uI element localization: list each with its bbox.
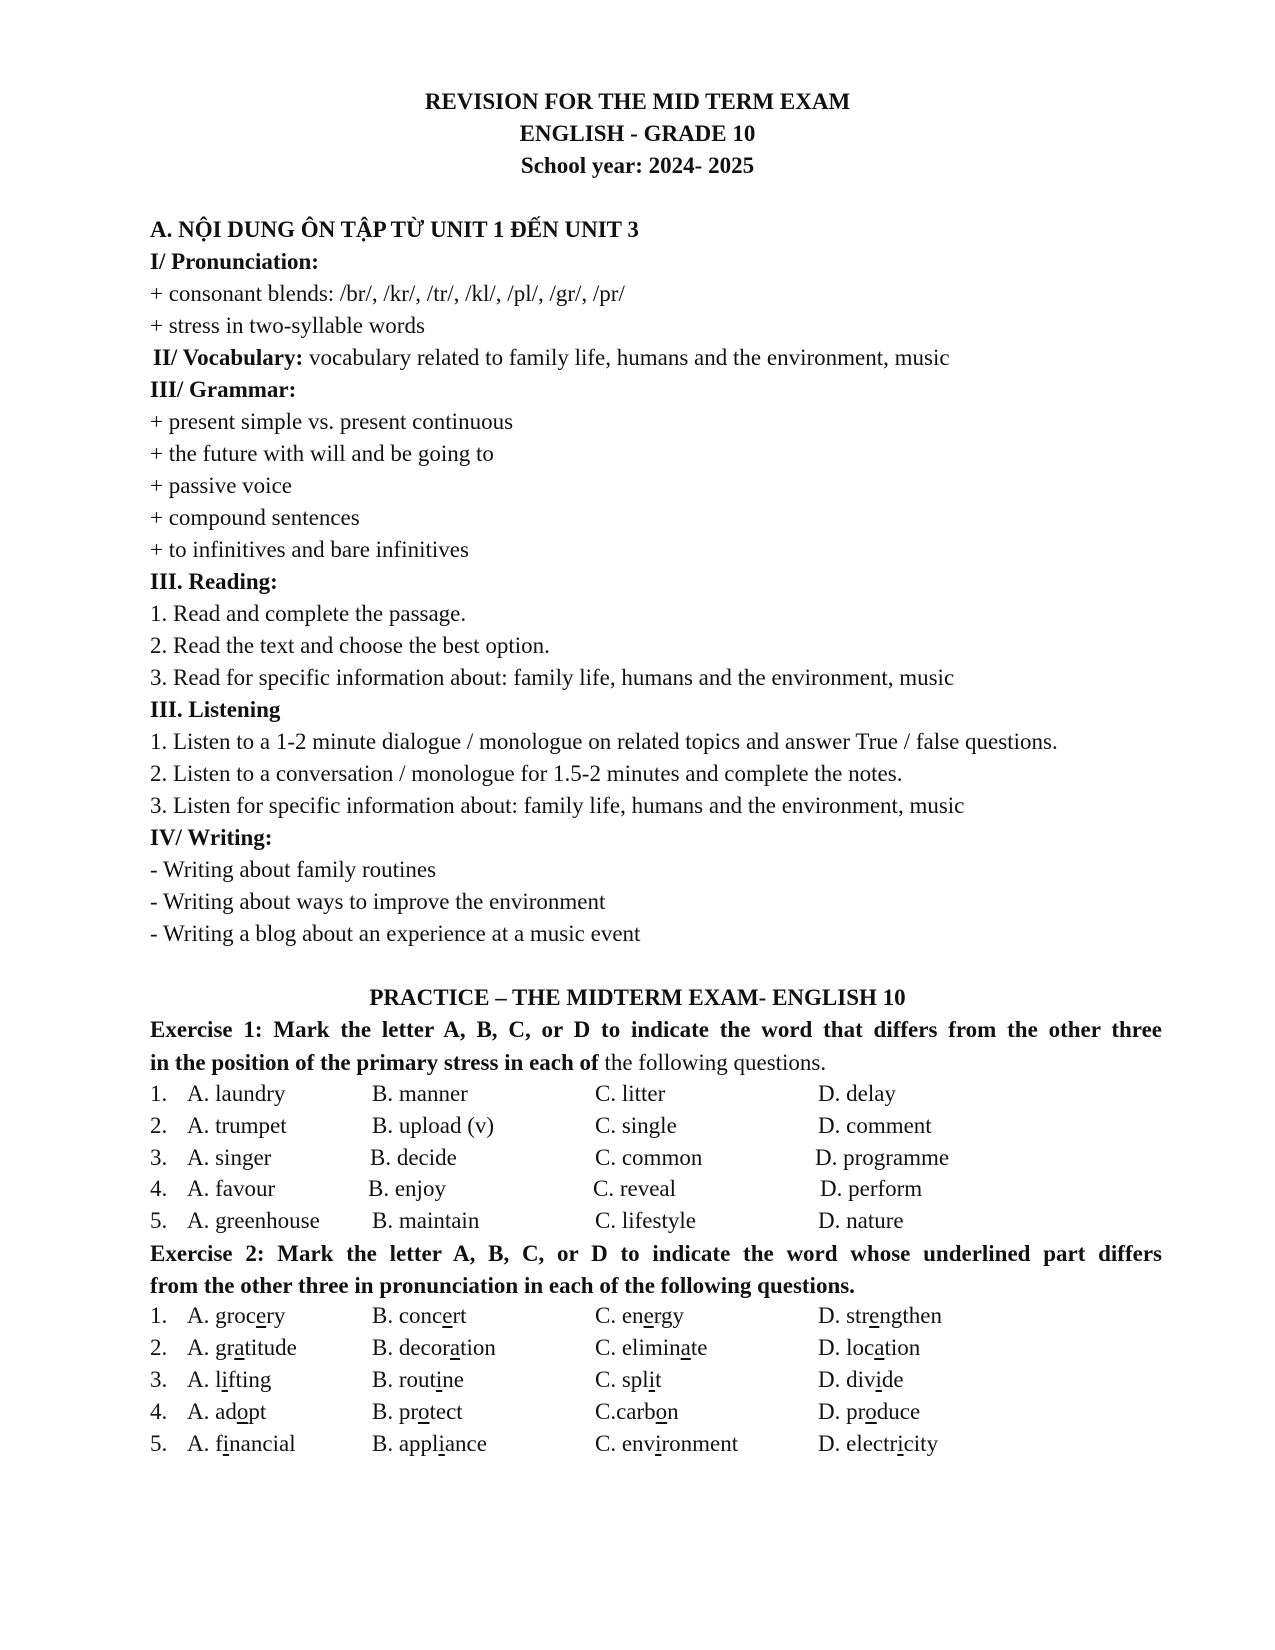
underlined-letter: o (236, 1399, 249, 1424)
section-a-heading: A. NỘI DUNG ÔN TẬP TỪ UNIT 1 ĐẾN UNIT 3 (150, 217, 639, 242)
option-d: D. nature (818, 1208, 904, 1233)
grammar-item: + to infinitives and bare infinitives (150, 537, 469, 562)
option-c: C.carbon (595, 1399, 679, 1424)
underlined-letter: o (655, 1399, 668, 1424)
option-c: C. litter (595, 1081, 666, 1106)
writing-item: - Writing about ways to improve the environment (150, 889, 606, 914)
writing-heading: IV/ Writing: (150, 825, 273, 850)
exercise1-question (150, 1205, 1150, 1237)
exercise1-question (150, 1110, 1150, 1142)
exercise1-question (150, 1173, 1150, 1205)
underlined-letter: a (874, 1335, 885, 1360)
option-b: B. upload (v) (372, 1113, 495, 1138)
reading-heading: III. Reading: (150, 569, 278, 594)
exercise1-instruction-line2 (150, 1046, 1162, 1079)
vocabulary-line (153, 342, 950, 374)
option-b: B. routine (372, 1367, 464, 1392)
option-b: B. protect (372, 1399, 463, 1424)
option-d: D. produce (818, 1399, 921, 1424)
option-d: D. electricity (818, 1431, 939, 1456)
exercise2-question (150, 1300, 1150, 1332)
option-c: C. environment (595, 1431, 739, 1456)
option-b: B. maintain (372, 1208, 480, 1233)
grammar-heading: III/ Grammar: (150, 377, 297, 402)
vocabulary-heading: II/ Vocabulary: (153, 345, 304, 370)
writing-item: - Writing a blog about an experience at a music event (150, 921, 641, 946)
underlined-letter: i (435, 1367, 443, 1392)
underlined-letter: e (643, 1303, 654, 1328)
option-c: C. eliminate (595, 1335, 708, 1360)
grammar-item: + the future with will and be going to (150, 441, 494, 466)
exercise2-question (150, 1364, 1150, 1396)
option-b: B. manner (372, 1081, 468, 1106)
option-c: C. energy (595, 1303, 685, 1328)
question-number: 5. (150, 1208, 168, 1233)
underlined-letter: e (255, 1303, 267, 1328)
option-a: A. grocery (187, 1303, 286, 1328)
underlined-letter: i (875, 1367, 882, 1392)
question-number: 4. (150, 1399, 168, 1424)
option-b: B. enjoy (368, 1176, 446, 1201)
option-a: A. favour (187, 1176, 276, 1201)
exercise1-question (150, 1142, 1150, 1174)
underlined-letter: o (418, 1399, 430, 1424)
question-number: 2. (150, 1335, 168, 1360)
option-b: B. decoration (372, 1335, 496, 1360)
question-number: 2. (150, 1113, 168, 1138)
option-c: C. single (595, 1113, 677, 1138)
reading-item: 1. Read and complete the passage. (150, 601, 467, 626)
question-number: 1. (150, 1081, 168, 1106)
exercise2-question (150, 1396, 1150, 1428)
underlined-letter: i (222, 1431, 230, 1456)
pronunciation-item: + stress in two-syllable words (150, 313, 425, 338)
listening-item: 2. Listen to a conversation / monologue for 1.5-2 minutes and complete the notes. (150, 761, 903, 786)
grammar-item: + present simple vs. present continuous (150, 409, 514, 434)
school-year: School year: 2024- 2025 (520, 153, 755, 178)
reading-item: 2. Read the text and choose the best option. (150, 633, 550, 658)
exercise1-instruction: Exercise 1: Mark the letter A, B, C, or D to indicate the word that differs from the other three (150, 1017, 1162, 1042)
option-d: D. perform (820, 1176, 923, 1201)
option-c: C. split (595, 1367, 662, 1392)
option-a: A. adopt (187, 1399, 267, 1424)
underlined-letter: o (865, 1399, 877, 1424)
question-number: 3. (150, 1367, 168, 1392)
exercise1-instruction-normal: the following questions. (598, 1050, 827, 1075)
listening-heading: III. Listening (150, 697, 281, 722)
option-d: D. comment (818, 1113, 932, 1138)
doc-subtitle: ENGLISH - GRADE 10 (519, 121, 756, 146)
exercise2-question (150, 1428, 1150, 1460)
underlined-letter: i (648, 1367, 656, 1392)
question-number: 3. (150, 1145, 168, 1170)
question-number: 1. (150, 1303, 168, 1328)
option-a: A. lifting (187, 1367, 272, 1392)
vocabulary-text: vocabulary related to family life, humans and the environment, music (303, 345, 950, 370)
question-number: 4. (150, 1176, 168, 1201)
writing-item: - Writing about family routines (150, 857, 437, 882)
grammar-item: + compound sentences (150, 505, 360, 530)
option-c: C. reveal (593, 1176, 677, 1201)
option-a: A. financial (187, 1431, 296, 1456)
exercise2-instruction: Exercise 2: Mark the letter A, B, C, or D to indicate the word whose underlined part differs (150, 1241, 1162, 1266)
option-d: D. divide (818, 1367, 904, 1392)
underlined-letter: i (438, 1431, 445, 1456)
grammar-item: + passive voice (150, 473, 292, 498)
practice-heading: PRACTICE – THE MIDTERM EXAM- ENGLISH 10 (369, 985, 906, 1010)
option-b: B. decide (370, 1145, 457, 1170)
exercise1-question (150, 1078, 1150, 1110)
option-a: A. singer (187, 1145, 272, 1170)
option-a: A. gratitude (187, 1335, 297, 1360)
exercise1-instruction-bold: in the position of the primary stress in each of (150, 1050, 599, 1075)
question-number: 5. (150, 1431, 168, 1456)
option-d: D. programme (815, 1145, 950, 1170)
underlined-letter: e (442, 1303, 453, 1328)
reading-item: 3. Read for specific information about: family life, humans and the environment, music (150, 665, 955, 690)
underlined-letter: i (221, 1367, 228, 1392)
option-d: D. strengthen (818, 1303, 942, 1328)
option-a: A. laundry (187, 1081, 286, 1106)
underlined-letter: a (680, 1335, 691, 1360)
doc-title: REVISION FOR THE MID TERM EXAM (424, 89, 851, 114)
option-a: A. trumpet (187, 1113, 287, 1138)
listening-item: 1. Listen to a 1-2 minute dialogue / monologue on related topics and answer True / false questions. (150, 729, 1058, 754)
option-c: C. lifestyle (595, 1208, 696, 1233)
underlined-letter: i (897, 1431, 904, 1456)
option-a: A. greenhouse (187, 1208, 320, 1233)
underlined-letter: e (869, 1303, 880, 1328)
underlined-letter: a (234, 1335, 245, 1360)
option-d: D. delay (818, 1081, 896, 1106)
exercise2-instruction-line2: from the other three in pronunciation in each of the following questions. (150, 1273, 855, 1298)
option-d: D. location (818, 1335, 921, 1360)
pronunciation-item: + consonant blends: /br/, /kr/, /tr/, /kl/, /pl/, /gr/, /pr/ (150, 281, 625, 306)
exercise2-question (150, 1332, 1150, 1364)
pronunciation-heading: I/ Pronunciation: (150, 249, 319, 274)
option-b: B. concert (372, 1303, 467, 1328)
listening-item: 3. Listen for specific information about: family life, humans and the environment, music (150, 793, 965, 818)
underlined-letter: a (449, 1335, 461, 1360)
option-b: B. appliance (372, 1431, 487, 1456)
underlined-letter: i (655, 1431, 662, 1456)
option-c: C. common (595, 1145, 703, 1170)
